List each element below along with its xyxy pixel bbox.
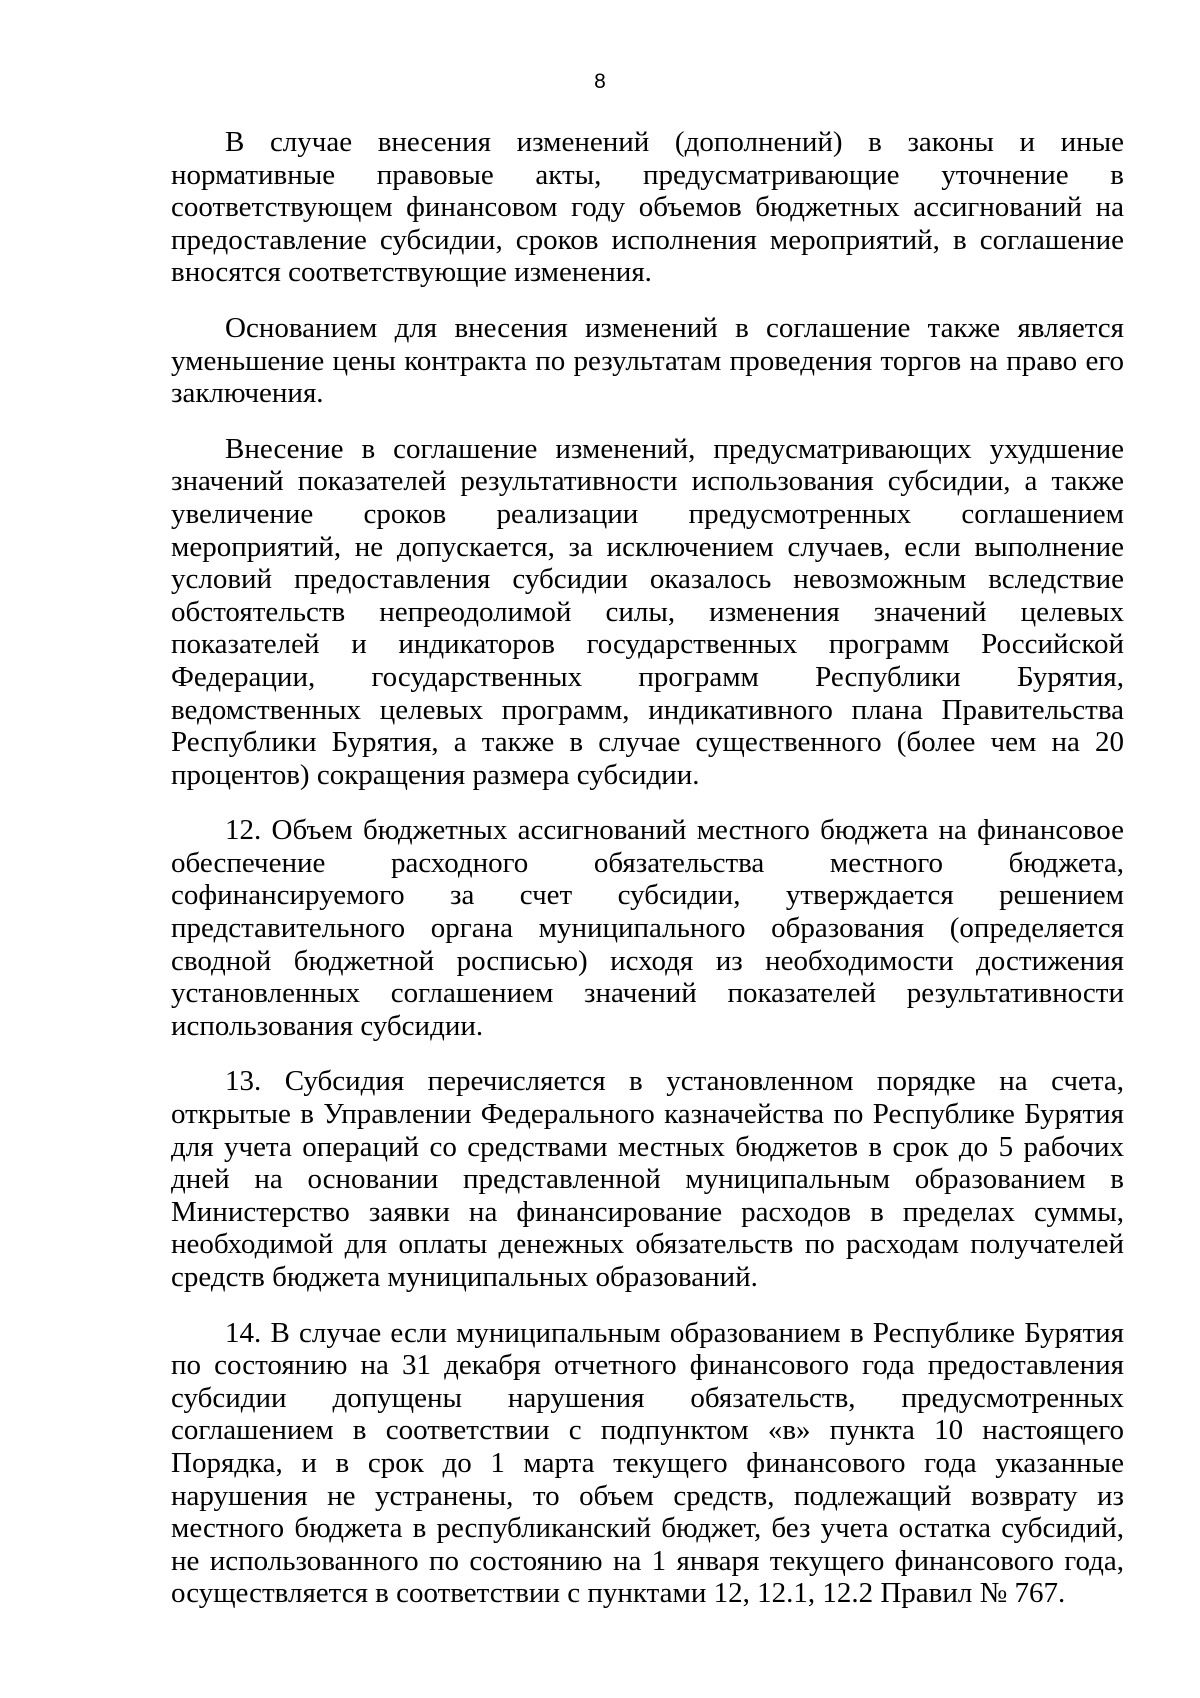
paragraph-contract-price: Основанием для внесения изменений в соглашение также является уменьшение цены контракта по результатам проведения торгов на право его заключения. (171, 311, 1124, 410)
paragraph-amendments: В случае внесения изменений (дополнений) в законы и иные нормативные правовые акты, предусматривающие уточнение в соответствующем финансовом году объемов бюджетных ассигнований на предоставление субсидии, сроков исполнения мероприятий, в соглашение вносятся соответствующие изменения. (171, 126, 1124, 289)
paragraph-item-14: 14. В случае если муниципальным образованием в Республике Бурятия по состоянию на 31 декабря отчетного финансового года предоставления субсидии допущены нарушения обязательств, предусмотренных соглашением в соответствии с подпунктом «в» пункта 10 настоящего Порядка, и в срок до 1 марта текущего финансового года указанные нарушения не устранены, то объем средств, подлежащий возврату из местного бюджета в республиканский бюджет, без учета остатка субсидий, не использованного по состоянию на 1 января текущего финансового года, осуществляется в соответствии с пунктами 12, 12.1, 12.2 Правил № 767. (171, 1316, 1124, 1610)
paragraph-restrictions: Внесение в соглашение изменений, предусматривающих ухудшение значений показателей результативности использования субсидии, а также увеличение сроков реализации предусмотренных соглашением мероприятий, не допускается, за исключением случаев, если выполнение условий предоставления субсидии оказалось невозможным вследствие обстоятельств непреодолимой силы, изменения значений целевых показателей и индикаторов государственных программ Российской Федерации, государственных программ Республики Бурятия, ведомственных целевых программ, индикативного плана Правительства Республики Бурятия, а также в случае существенного (более чем на 20 процентов) сокращения размера субсидии. (171, 432, 1124, 791)
document-body (171, 126, 1124, 1610)
page-number: 8 (594, 70, 606, 93)
paragraph-item-13: 13. Субсидия перечисляется в установленном порядке на счета, открытые в Управлении Федерального казначейства по Республике Бурятия для учета операций со средствами местных бюджетов в срок до 5 рабочих дней на основании представленной муниципальным образованием в Министерство заявки на финансирование расходов в пределах суммы, необходимой для оплаты денежных обязательств по расходам получателей средств бюджета муниципальных образований. (171, 1065, 1124, 1293)
paragraph-item-12: 12. Объем бюджетных ассигнований местного бюджета на финансовое обеспечение расходного обязательства местного бюджета, софинансируемого за счет субсидии, утверждается решением представительного органа муниципального образования (определяется сводной бюджетной росписью) исходя из необходимости достижения установленных соглашением значений показателей результативности использования субсидии. (171, 814, 1124, 1042)
